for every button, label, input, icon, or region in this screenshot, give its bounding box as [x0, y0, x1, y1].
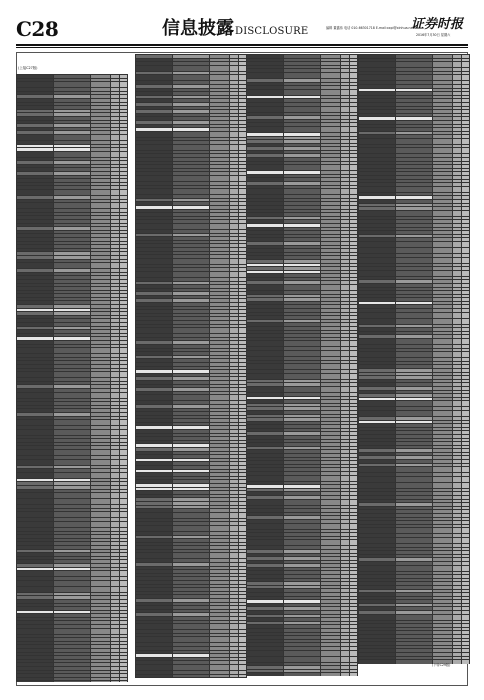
table-row — [17, 681, 128, 682]
table-cell — [359, 660, 396, 664]
date-line: 2016年7月30日 星期六 — [416, 33, 451, 37]
masthead — [16, 18, 468, 42]
section-title-en: DISCLOSURE — [235, 26, 309, 37]
table-cell — [453, 660, 461, 664]
column-4-table — [358, 54, 470, 664]
column-2 — [135, 54, 247, 678]
table-cell — [111, 681, 119, 682]
table-cell — [17, 681, 54, 682]
column-3 — [246, 54, 358, 676]
section-title — [162, 18, 308, 43]
page-number: C28 — [16, 17, 59, 41]
column-3-table — [246, 54, 358, 676]
column-4 — [358, 54, 470, 664]
fund-table — [246, 54, 358, 676]
masthead-rule — [16, 44, 468, 46]
table-row — [359, 660, 470, 664]
column-1 — [16, 54, 128, 682]
table-cell — [461, 660, 469, 664]
fund-table — [135, 54, 247, 678]
fund-table — [358, 54, 470, 664]
continued-note: (下转C29版) — [432, 663, 451, 667]
edit-line: 编辑 董鑫伟 电话 010-66301718 E-mail:xxpl@xinhua.net — [326, 26, 414, 30]
newspaper-logo: 证券时报 — [411, 17, 464, 32]
column-2-table — [135, 54, 247, 678]
table-cell — [91, 681, 111, 682]
table-cell — [119, 681, 127, 682]
section-title-cn: 信息披露 — [162, 18, 234, 39]
table-cell — [396, 660, 433, 664]
masthead-rule-thin — [16, 47, 468, 48]
column-1-label: (上接C27版) — [18, 66, 38, 70]
fund-table — [16, 74, 128, 682]
table-cell — [54, 681, 91, 682]
column-1-table — [16, 74, 128, 682]
